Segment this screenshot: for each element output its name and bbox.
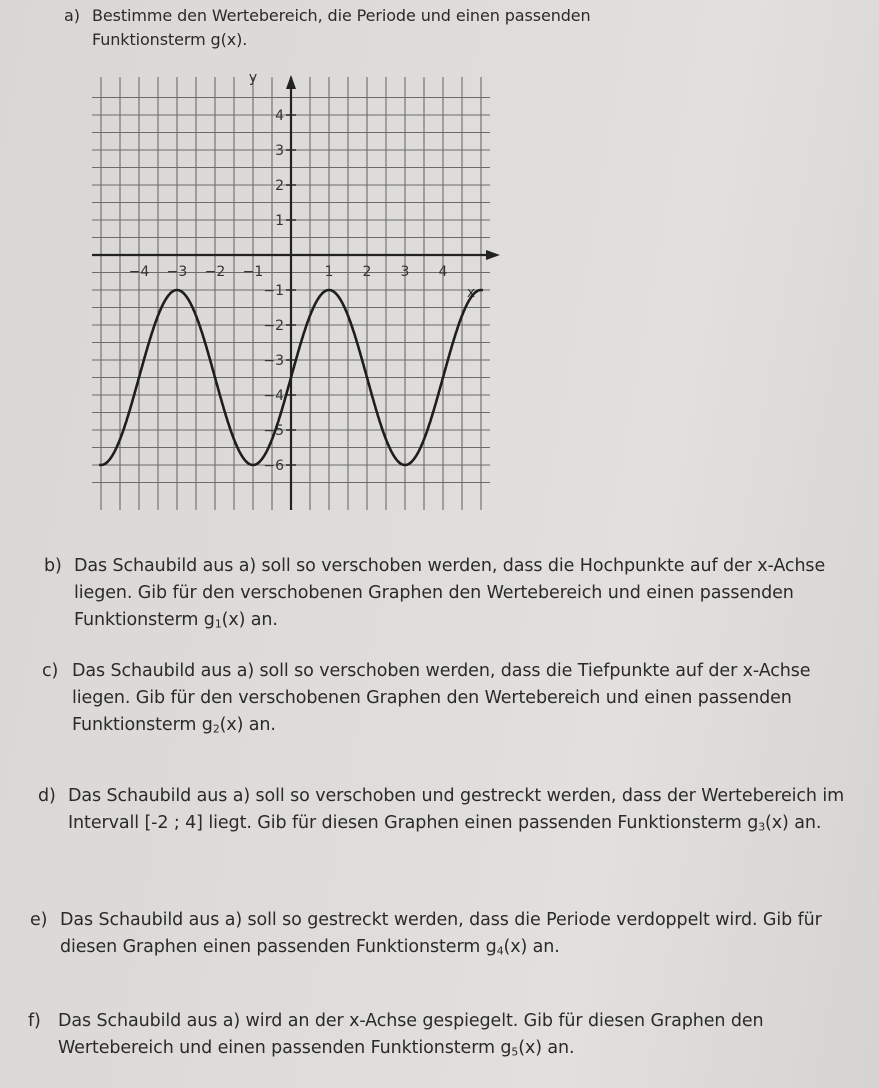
task-text: Das Schaubild aus a) soll so verschoben werden, dass die Hochpunkte auf der x-Achse liegen. Gib für den verschobenen Graphen den Wertebereich und einen passenden Funktionsterm $g_1(x)$ an.	[74, 556, 826, 631]
task-e	[30, 907, 870, 965]
task-letter: d)	[38, 786, 56, 806]
sine-graph	[90, 65, 500, 520]
svg-text:2: 2	[362, 264, 372, 280]
task-text: Das Schaubild aus a) wird an der x-Achse gespiegelt. Gib für diesen Graphen den Wertebereich und einen passenden Funktionsterm $g_5(x)$ an.	[58, 1011, 764, 1059]
svg-text:−1: −1	[263, 283, 284, 299]
task-text: Das Schaubild aus a) soll so gestreckt werden, dass die Periode verdoppelt wird. Gib für diesen Graphen einen passenden Funktionsterm $g_4(x)$ an.	[60, 910, 822, 958]
svg-text:2: 2	[275, 178, 284, 194]
svg-text:−4: −4	[263, 388, 284, 404]
svg-text:−2: −2	[204, 264, 226, 280]
svg-text:3: 3	[275, 143, 284, 159]
task-a	[64, 4, 704, 57]
task-letter: c)	[42, 661, 59, 681]
svg-text:−3: −3	[263, 353, 284, 369]
svg-text:−2: −2	[263, 318, 284, 334]
task-letter: f)	[28, 1011, 41, 1031]
svg-text:−4: −4	[128, 264, 150, 280]
task-c	[42, 658, 842, 743]
task-text: Das Schaubild aus a) soll so verschoben und gestreckt werden, dass der Wertebereich im Intervall [-2 ; 4] liegt. Gib für diesen Graphen einen passenden Funktionsterm $g_3(x)$ an.	[68, 786, 845, 834]
task-letter: b)	[44, 556, 62, 576]
x-axis-arrow	[486, 250, 500, 260]
y-axis-arrow	[286, 75, 296, 89]
svg-text:−6: −6	[263, 458, 284, 474]
svg-text:1: 1	[324, 264, 334, 280]
svg-text:−5: −5	[263, 423, 284, 439]
task-text: Bestimme den Wertebereich, die Periode und einen passenden Funktionsterm g(x).	[92, 6, 591, 49]
svg-text:x: x	[466, 285, 476, 301]
svg-text:4: 4	[438, 264, 448, 280]
svg-text:4: 4	[275, 108, 284, 124]
task-text: Das Schaubild aus a) soll so verschoben werden, dass die Tiefpunkte auf der x-Achse liegen. Gib für den verschobenen Graphen den Wertebereich und einen passenden Funktionsterm $g_2(x)$ an.	[72, 661, 811, 736]
svg-text:1: 1	[275, 213, 284, 229]
task-b	[44, 553, 844, 638]
task-d	[38, 783, 848, 841]
task-f	[28, 1008, 868, 1066]
task-letter: e)	[30, 910, 48, 930]
svg-text:−3: −3	[166, 264, 188, 280]
svg-text:y: y	[248, 70, 258, 86]
svg-text:−1: −1	[242, 264, 264, 280]
svg-text:3: 3	[400, 264, 410, 280]
task-letter: a)	[64, 6, 80, 25]
